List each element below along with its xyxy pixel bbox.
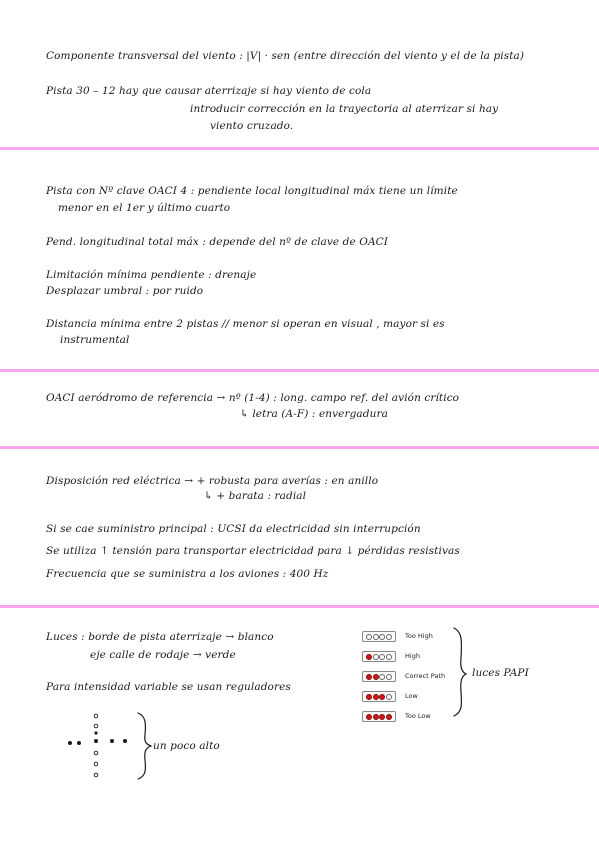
sketch-label: un poco alto	[153, 740, 220, 752]
note-line: Frecuencia que se suministra a los aviones : 400 Hz	[46, 568, 329, 580]
papi-label: High	[405, 652, 420, 660]
note-line: ↳ + barata : radial	[204, 490, 307, 502]
note-line: Limitación mínima pendiente : drenaje	[46, 269, 257, 281]
note-line: menor en el 1er y último cuarto	[58, 202, 231, 214]
note-line: Desplazar umbral : por ruido	[46, 285, 204, 297]
note-line: Si se cae suministro principal : UCSI da electricidad sin interrupción	[46, 523, 421, 535]
papi-brace-icon	[454, 628, 466, 716]
note-line: eje calle de rodaje → verde	[90, 649, 236, 661]
note-line: introducir corrección en la trayectoria al aterrizar si hay	[190, 103, 499, 115]
note-line: Pista con Nº clave OACI 4 : pendiente local longitudinal máx tiene un límite	[46, 185, 458, 197]
papi-label: Too High	[405, 632, 433, 640]
note-line: instrumental	[60, 334, 130, 346]
note-line: Componente transversal del viento : |V| · sen (entre dirección del viento y el de la pista)	[46, 50, 525, 62]
sketch-brace-icon	[138, 713, 151, 779]
papi-label: Too Low	[405, 712, 431, 720]
papi-label: Correct Path	[405, 672, 446, 680]
note-line: Para intensidad variable se usan reguladores	[46, 681, 291, 693]
note-line: Se utiliza ↑ tensión para transportar electricidad para ↓ pérdidas resistivas	[46, 545, 460, 557]
note-line: Disposición red eléctrica → + robusta para averías : en anillo	[46, 475, 379, 487]
papi-brace-label: luces PAPI	[472, 667, 529, 679]
note-line: Distancia mínima entre 2 pistas // menor si operan en visual , mayor si es	[46, 318, 445, 330]
note-line: Pend. longitudinal total máx : depende del nº de clave de OACI	[46, 236, 389, 248]
note-line: OACI aeródromo de referencia → nº (1-4) : long. campo ref. del avión crítico	[46, 392, 460, 404]
light-pattern-icon	[68, 714, 127, 777]
papi-label: Low	[405, 692, 418, 700]
note-line: viento cruzado.	[210, 120, 294, 132]
note-line: Luces : borde de pista aterrizaje → blanco	[46, 631, 274, 643]
note-line: Pista 30 – 12 hay que causar aterrizaje si hay viento de cola	[46, 85, 372, 97]
note-line: ↳ letra (A-F) : envergadura	[240, 408, 388, 420]
